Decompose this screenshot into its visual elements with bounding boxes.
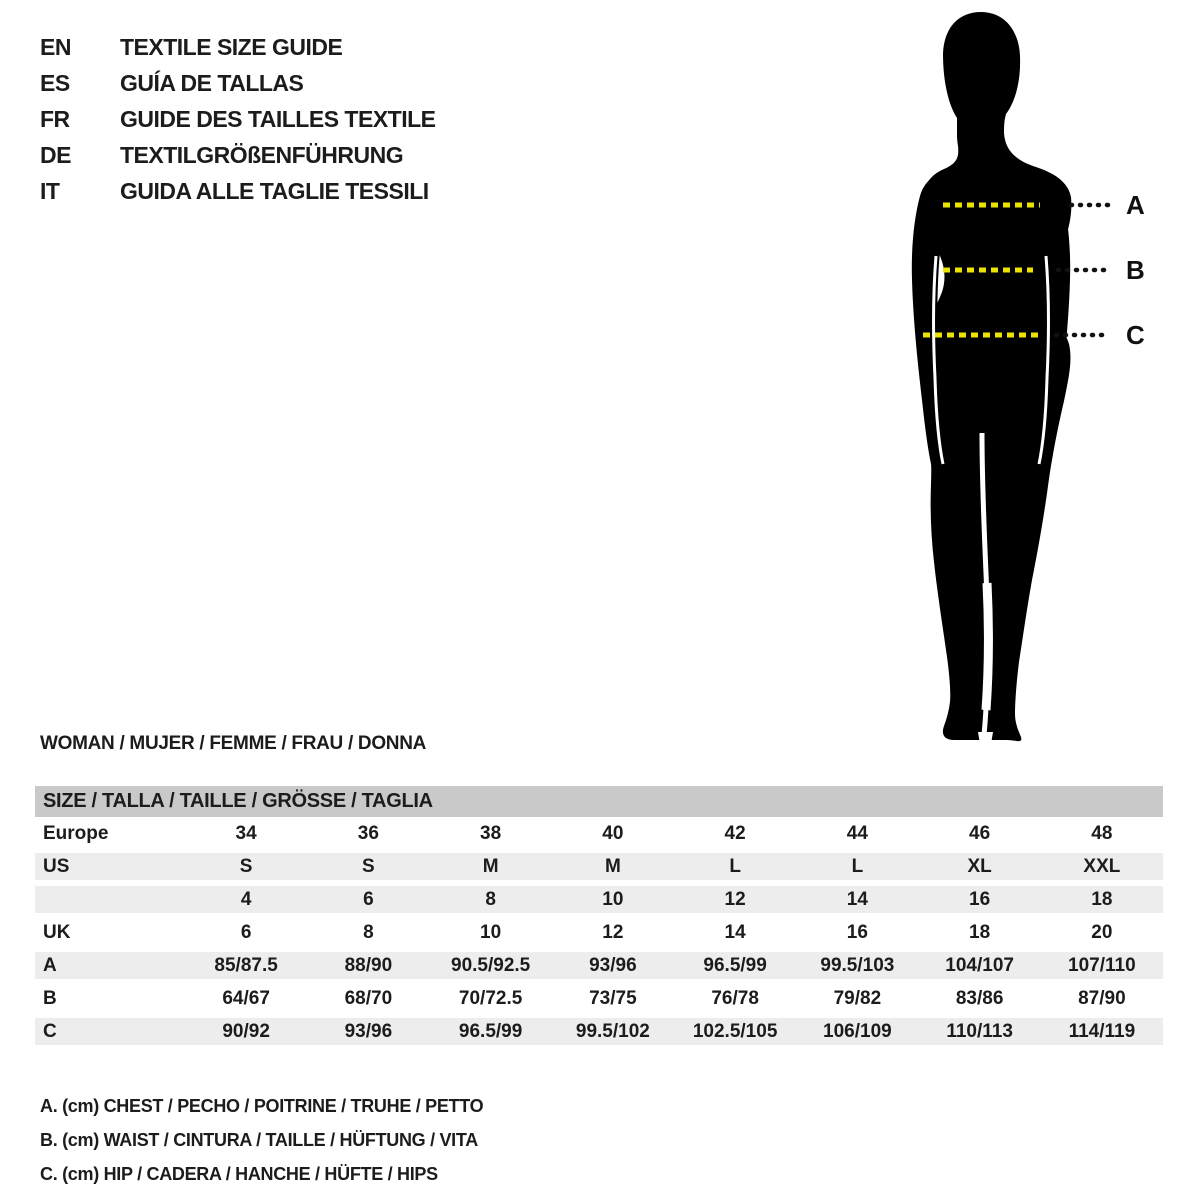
language-row [40, 65, 436, 101]
size-cell: 42 [724, 823, 746, 844]
table-row [35, 850, 1163, 883]
size-cell: 14 [724, 922, 746, 943]
size-cell: 87/90 [1078, 988, 1126, 1009]
size-table [35, 786, 1163, 1048]
size-cell: 99.5/103 [820, 955, 895, 976]
language-code: IT [40, 178, 60, 204]
size-cell: 96.5/99 [458, 1021, 523, 1042]
size-cell: 8 [363, 922, 374, 943]
size-cell: 85/87.5 [214, 955, 278, 976]
row-label: B [43, 988, 57, 1009]
size-cell: 90/92 [222, 1021, 270, 1042]
size-cell: 104/107 [945, 955, 1014, 976]
size-cell: 76/78 [711, 988, 759, 1009]
size-cell: XXL [1083, 856, 1121, 877]
size-cell: 18 [1091, 889, 1113, 910]
legend-hip: C. (cm) HIP / CADERA / HANCHE / HÜFTE / HIPS [40, 1164, 438, 1184]
size-cell: 16 [846, 922, 868, 943]
size-cell: 46 [969, 823, 991, 844]
label-c: C [1126, 320, 1145, 350]
size-cell: 64/67 [222, 988, 270, 1009]
size-cell: 40 [602, 823, 624, 844]
size-cell: S [362, 856, 375, 877]
size-table-body [35, 817, 1163, 1048]
size-cell: 16 [969, 889, 991, 910]
size-cell: 18 [969, 922, 991, 943]
language-row [40, 137, 436, 173]
size-cell: 12 [724, 889, 746, 910]
size-cell: L [851, 856, 864, 877]
language-title: TEXTILE SIZE GUIDE [120, 34, 343, 60]
size-cell: 20 [1091, 922, 1113, 943]
row-label: Europe [43, 823, 109, 844]
size-cell: 14 [846, 889, 868, 910]
size-cell: 73/75 [589, 988, 637, 1009]
size-cell: 110/113 [946, 1021, 1013, 1042]
size-cell: 34 [235, 823, 257, 844]
row-label: A [43, 955, 57, 976]
size-cell: 79/82 [833, 988, 882, 1009]
size-cell: 90.5/92.5 [451, 955, 531, 976]
row-label [35, 886, 185, 913]
language-code: ES [40, 70, 70, 96]
size-cell: 83/86 [955, 988, 1004, 1009]
size-cell: 44 [846, 823, 868, 844]
woman-silhouette-icon [878, 8, 1198, 748]
language-code: FR [40, 106, 70, 132]
size-cell: 93/96 [589, 955, 637, 976]
language-list [40, 29, 436, 209]
table-row [35, 817, 1163, 850]
legend-waist: B. (cm) WAIST / CINTURA / TAILLE / HÜFTUNG / VITA [40, 1130, 478, 1150]
size-cell: XL [967, 856, 992, 877]
language-row [40, 29, 436, 65]
size-cell: 70/72.5 [458, 988, 523, 1009]
size-cell: S [239, 856, 253, 877]
size-cell: 48 [1091, 823, 1113, 844]
size-cell: 68/70 [344, 988, 393, 1009]
size-cell: 114/119 [1068, 1021, 1136, 1042]
table-header: SIZE / TALLA / TAILLE / GRÖSSE / TAGLIA [35, 786, 1163, 817]
size-cell: 8 [485, 889, 496, 910]
size-cell: L [729, 856, 741, 877]
size-cell: 6 [240, 922, 252, 943]
section-title: WOMAN / MUJER / FEMME / FRAU / DONNA [40, 733, 427, 754]
table-row [35, 916, 1163, 949]
size-cell: 12 [602, 922, 624, 943]
size-cell: 6 [363, 889, 374, 910]
language-title: GUÍA DE TALLAS [120, 70, 304, 96]
table-row [35, 982, 1163, 1015]
label-b: B [1126, 255, 1145, 285]
size-cell: 96.5/99 [703, 955, 767, 976]
measurement-figure [878, 8, 1198, 748]
feet-gap [978, 732, 993, 744]
label-a: A [1126, 190, 1145, 220]
size-cell: 99.5/102 [575, 1021, 650, 1042]
size-cell: 88/90 [344, 955, 393, 976]
size-cell: 102.5/105 [692, 1021, 778, 1042]
language-row [40, 173, 436, 209]
size-cell: 106/109 [823, 1021, 892, 1042]
language-title: GUIDE DES TAILLES TEXTILE [120, 106, 436, 132]
size-cell: 4 [240, 889, 252, 910]
language-code: DE [40, 142, 71, 168]
legend-chest: A. (cm) CHEST / PECHO / POITRINE / TRUHE / PETTO [40, 1096, 484, 1116]
table-row [35, 1015, 1163, 1048]
size-cell: 93/96 [344, 1021, 393, 1042]
language-row [40, 101, 436, 137]
measurement-legend [40, 1089, 483, 1191]
size-cell: M [482, 856, 499, 877]
calf-gap [986, 583, 988, 710]
row-label: UK [43, 922, 71, 943]
size-cell: 107/110 [1068, 955, 1136, 976]
row-label: C [43, 1021, 57, 1042]
size-cell: 36 [357, 823, 379, 844]
size-cell: 38 [480, 823, 502, 844]
size-cell: 10 [602, 889, 624, 910]
language-title: TEXTILGRÖßENFÜHRUNG [120, 142, 404, 168]
table-row [35, 883, 1163, 916]
language-code: EN [40, 34, 71, 60]
language-title: GUIDA ALLE TAGLIE TESSILI [120, 178, 429, 204]
size-cell: M [604, 856, 621, 877]
size-cell: 10 [480, 922, 502, 943]
table-row [35, 949, 1163, 982]
row-label: US [43, 856, 70, 877]
